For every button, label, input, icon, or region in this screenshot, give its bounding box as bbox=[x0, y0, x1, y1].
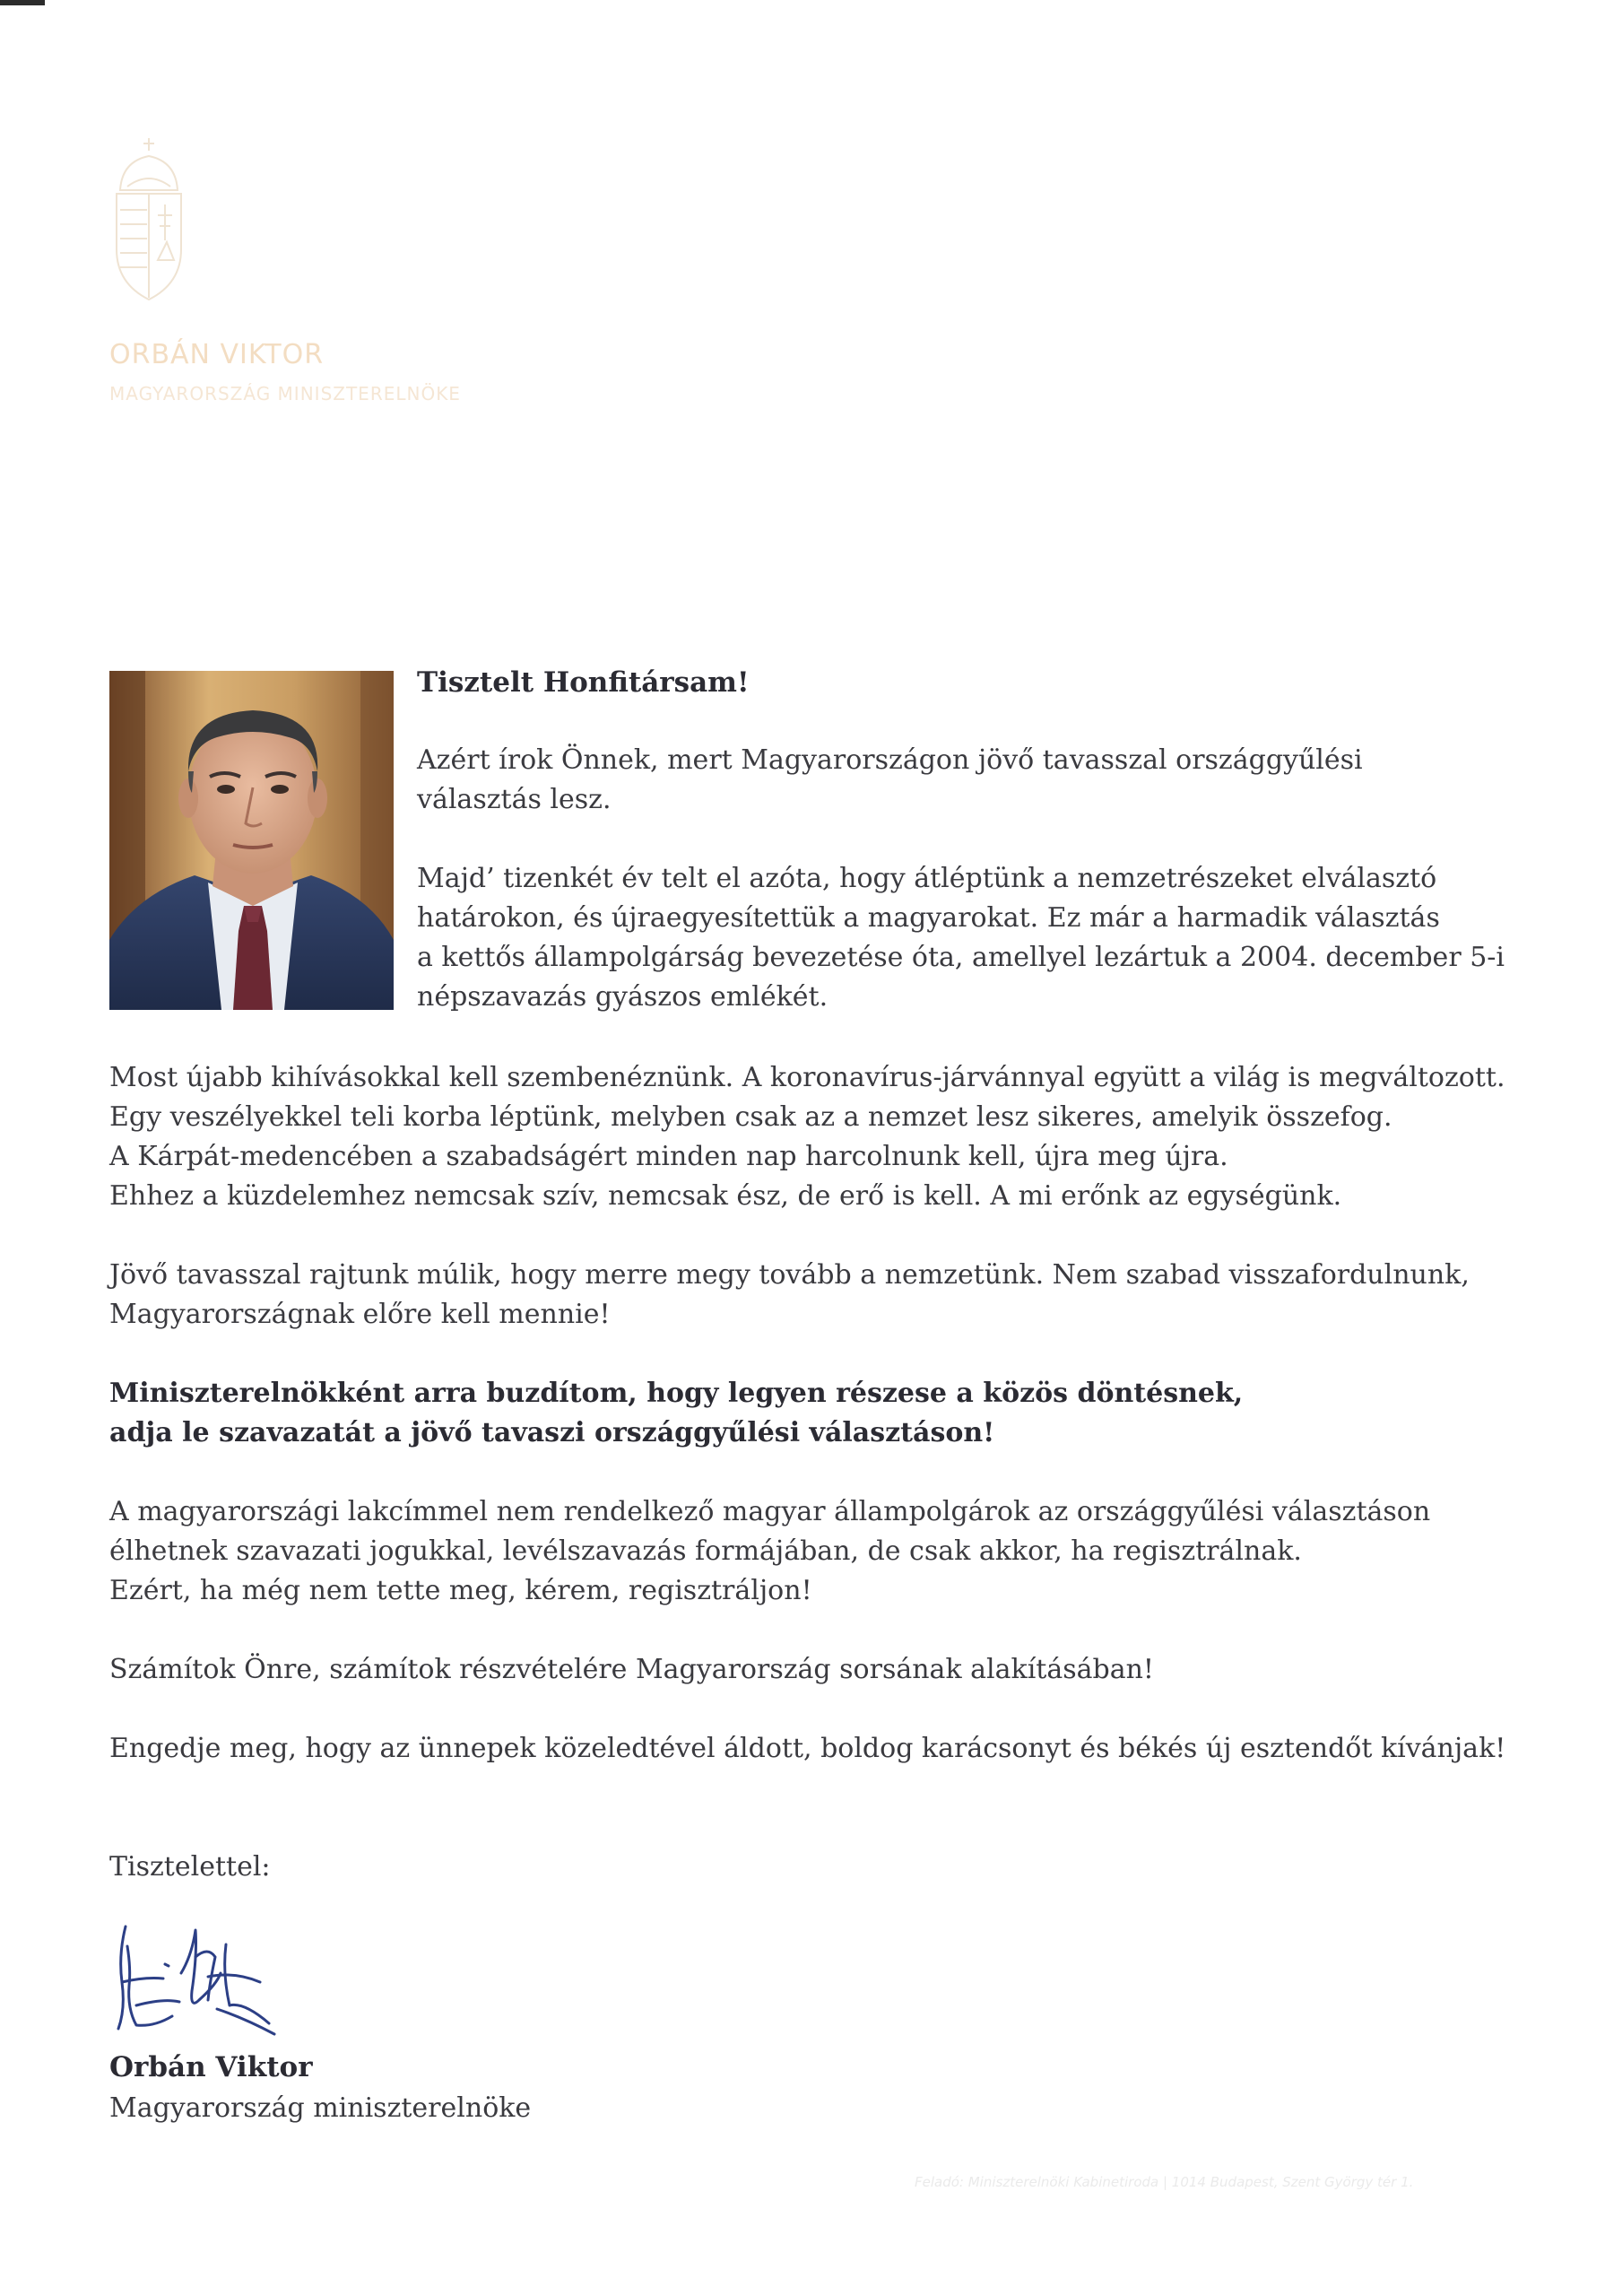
scan-mark bbox=[0, 0, 45, 5]
paragraph-line: Engedje meg, hogy az ünnepek közeledtével áldott, boldog karácsonyt és békés új esztendőt kívánjak! bbox=[109, 1733, 1506, 1764]
paragraph-line: Ehhez a küzdelemhez nemcsak szív, nemcsak ész, de erő is kell. A mi erőnk az egységünk. bbox=[109, 1180, 1342, 1212]
paragraph-5-emphasis bbox=[109, 1374, 1243, 1453]
paragraph-line: Majd’ tizenkét év telt el azóta, hogy átléptünk a nemzetrészeket elválasztó bbox=[417, 863, 1437, 894]
paragraph-line: Egy veszélyekkel teli korba léptünk, melyben csak az a nemzet lesz sikeres, amelyik összefog. bbox=[109, 1101, 1392, 1133]
signature-icon bbox=[109, 1919, 280, 2040]
signer-title: Magyarország miniszterelnöke bbox=[109, 2092, 532, 2124]
paragraph-line: Ezért, ha még nem tette meg, kérem, regisztráljon! bbox=[109, 1575, 812, 1606]
paragraph-line: választás lesz. bbox=[417, 784, 612, 815]
paragraph-7 bbox=[109, 1650, 1154, 1690]
paragraph-6 bbox=[109, 1492, 1430, 1611]
paragraph-line: határokon, és újraegyesítettük a magyarokat. Ez már a harmadik választás bbox=[417, 902, 1440, 934]
letterhead-title: MAGYARORSZÁG MINISZTERELNÖKE bbox=[109, 383, 461, 404]
paragraph-line: Magyarországnak előre kell mennie! bbox=[109, 1299, 611, 1330]
paragraph-line: Azért írok Önnek, mert Magyarországon jövő tavasszal országgyűlési bbox=[417, 744, 1363, 776]
paragraph-line: Most újabb kihívásokkal kell szembenéznünk. A koronavírus-járvánnyal együtt a világ is megváltozott. bbox=[109, 1062, 1505, 1093]
paragraph-3 bbox=[109, 1058, 1505, 1216]
paragraph-8 bbox=[109, 1729, 1505, 1769]
paragraph-line: népszavazás gyászos emlékét. bbox=[417, 981, 829, 1013]
paragraph-line: a kettős állampolgárság bevezetése óta, amellyel lezártuk a 2004. december 5-i bbox=[417, 942, 1505, 973]
letterhead-name: ORBÁN VIKTOR bbox=[109, 339, 325, 370]
portrait-photo bbox=[109, 671, 394, 1010]
paragraph-2 bbox=[417, 859, 1505, 1017]
paragraph-line: élhetnek szavazati jogukkal, levélszavazás formájában, de csak akkor, ha regisztrálnak. bbox=[109, 1535, 1302, 1567]
coat-of-arms-icon bbox=[108, 135, 190, 305]
closing-text: Tisztelettel: bbox=[109, 1851, 271, 1883]
salutation: Tisztelt Honfitársam! bbox=[417, 666, 750, 699]
paragraph-line: A Kárpát-medencében a szabadságért minden nap harcolnunk kell, újra meg újra. bbox=[109, 1141, 1228, 1172]
paragraph-line: Miniszterelnökként arra buzdítom, hogy legyen részese a közös döntésnek, bbox=[109, 1378, 1244, 1409]
paragraph-line: adja le szavazatát a jövő tavaszi országgyűlési választáson! bbox=[109, 1417, 995, 1448]
paragraph-line: Számítok Önre, számítok részvételére Magyarország sorsának alakításában! bbox=[109, 1654, 1154, 1685]
paragraph-4 bbox=[109, 1256, 1470, 1335]
signer-name: Orbán Viktor bbox=[109, 2051, 313, 2083]
paragraph-line: A magyarországi lakcímmel nem rendelkező magyar állampolgárok az országgyűlési választáson bbox=[109, 1496, 1431, 1527]
closing bbox=[109, 1848, 271, 1887]
paragraph-line: Jövő tavasszal rajtunk múlik, hogy merre megy tovább a nemzetünk. Nem szabad visszafordulnunk, bbox=[109, 1259, 1470, 1291]
footer-sender-address: Feladó: Miniszterelnöki Kabinetiroda | 1014 Budapest, Szent György tér 1. bbox=[915, 2174, 1414, 2190]
paragraph-1 bbox=[417, 741, 1363, 820]
